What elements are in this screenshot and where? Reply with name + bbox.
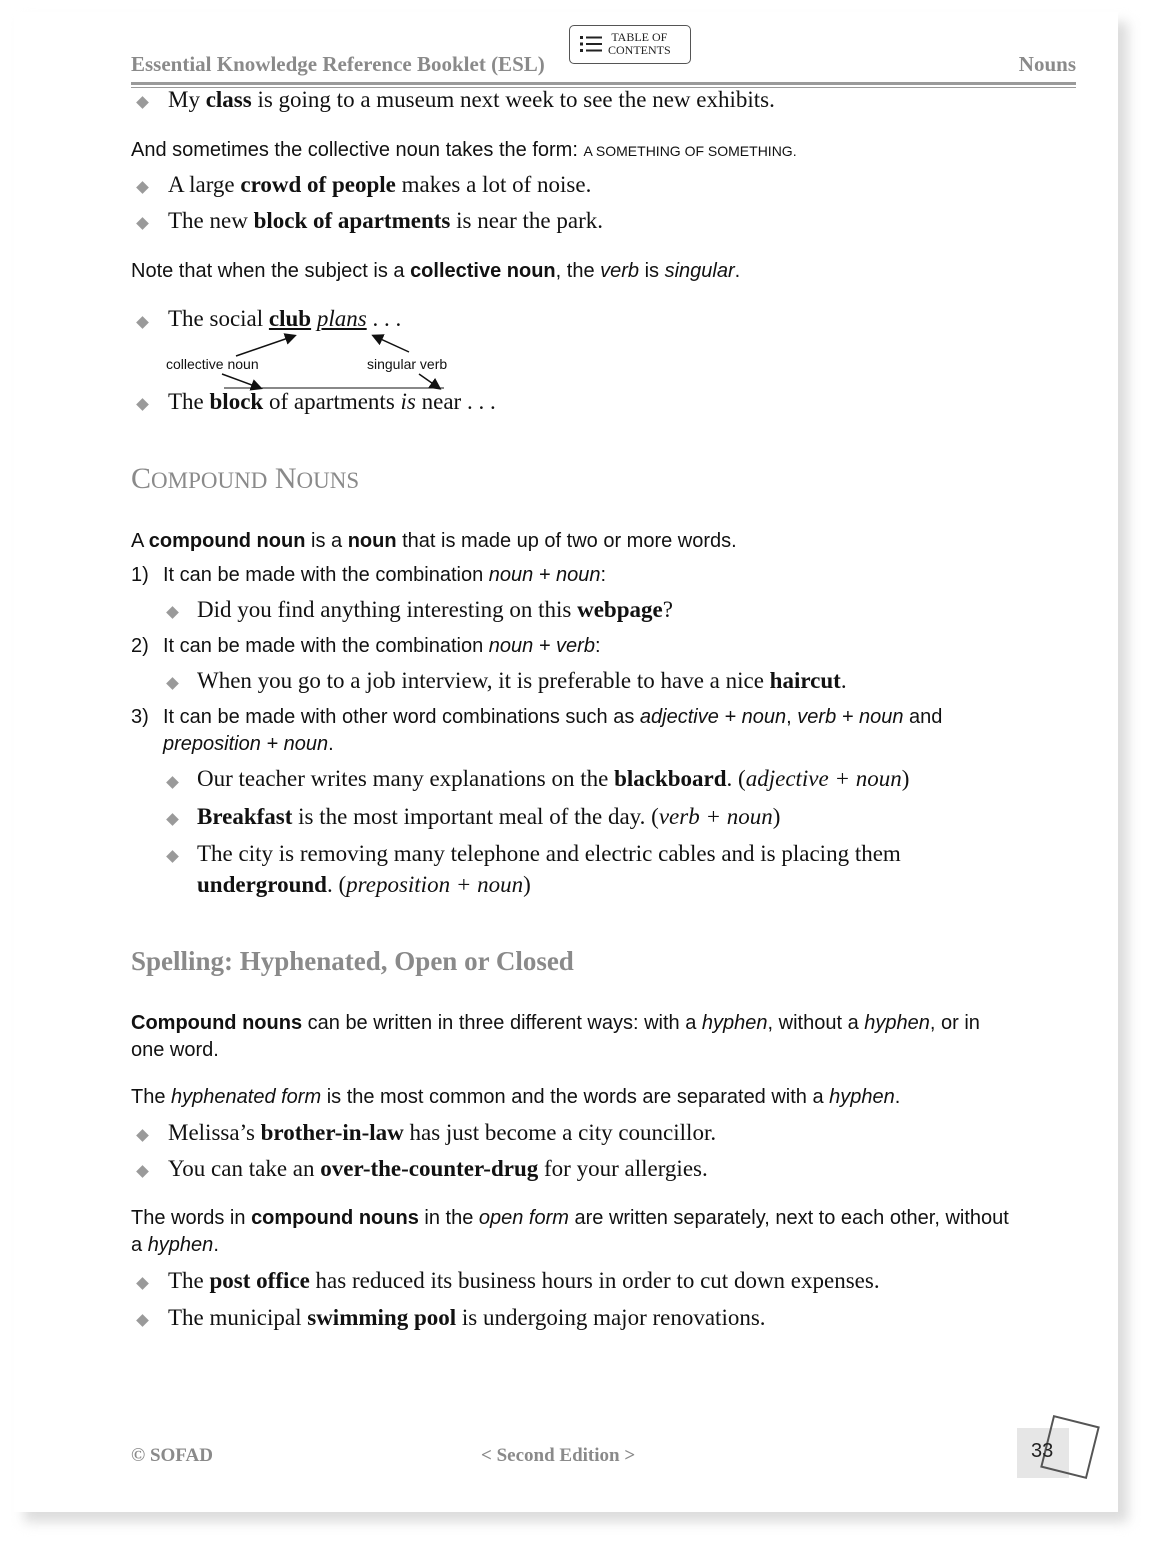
paragraph: Compound nouns can be written in three different ways: with a hyphen, without a hyphen, or in <box>131 1012 980 1034</box>
header-rule <box>131 82 1076 85</box>
example-sentence: The municipal swimming pool is undergoing major renovations. <box>168 1305 766 1330</box>
footer-copyright: © SOFAD <box>131 1445 213 1466</box>
example-sentence: Did you find anything interesting on this webpage? <box>197 597 673 622</box>
section-heading: COMPOUND NOUNS <box>131 462 360 495</box>
example-sentence: The city is removing many telephone and electric cables and is placing them <box>197 841 901 866</box>
bullet-icon <box>136 1314 149 1327</box>
paragraph: The words in compound nouns in the open form are written separately, next to each other, without <box>131 1207 1009 1229</box>
toc-label: TABLE OF CONTENTS <box>608 30 671 57</box>
paragraph-continued: one word. <box>131 1039 219 1061</box>
example-sentence: The post office has reduced its business hours in order to cut down expenses. <box>168 1268 880 1293</box>
paragraph: Note that when the subject is a collective noun, the verb is singular. <box>131 260 741 282</box>
list-item: It can be made with the combination noun + noun: <box>163 564 607 586</box>
list-number: 1) <box>131 564 149 586</box>
table-of-contents-button[interactable] <box>569 25 691 64</box>
paragraph: And sometimes the collective noun takes the form: A SOMETHING OF SOMETHING. <box>131 139 797 161</box>
bullet-icon <box>136 96 149 109</box>
list-number: 2) <box>131 635 149 657</box>
bullet-icon <box>136 217 149 230</box>
example-sentence: You can take an over-the-counter-drug for your allergies. <box>168 1156 708 1181</box>
paragraph-continued: a hyphen. <box>131 1234 219 1256</box>
list-item: It can be made with other word combinations such as adjective + noun, verb + noun and <box>163 706 943 728</box>
example-sentence: Our teacher writes many explanations on the blackboard. (adjective + noun) <box>197 766 910 791</box>
bullet-icon <box>136 1165 149 1178</box>
list-number: 3) <box>131 706 149 728</box>
list-icon <box>580 35 602 53</box>
document-page <box>14 12 1118 1512</box>
header-section: Nouns <box>1018 52 1076 76</box>
annotation-label: collective noun <box>166 356 259 372</box>
bullet-icon <box>166 813 179 826</box>
bullet-icon <box>136 398 149 411</box>
bullet-icon <box>136 316 149 329</box>
bullet-icon <box>136 1277 149 1290</box>
bullet-icon <box>136 1129 149 1142</box>
bullet-icon <box>136 181 149 194</box>
annotation-label: singular verb <box>367 356 448 372</box>
list-item: It can be made with the combination noun + verb: <box>163 635 601 657</box>
footer-edition: < Second Edition > <box>481 1445 636 1466</box>
bullet-icon <box>166 850 179 863</box>
bullet-icon <box>166 677 179 690</box>
page-number: 33 <box>1031 1440 1054 1462</box>
paragraph: A compound noun is a noun that is made up of two or more words. <box>131 530 737 552</box>
example-sentence: Breakfast is the most important meal of the day. (verb + noun) <box>197 804 781 829</box>
list-item-continued: preposition + noun. <box>163 733 334 755</box>
subsection-heading: Spelling: Hyphenated, Open or Closed <box>131 946 574 976</box>
bullet-icon <box>166 606 179 619</box>
example-sentence: My class is going to a museum next week to see the new exhibits. <box>168 87 775 112</box>
paragraph: The hyphenated form is the most common and the words are separated with a hyphen. <box>131 1086 901 1108</box>
example-sentence: The new block of apartments is near the park. <box>168 208 603 233</box>
bullet-icon <box>166 776 179 789</box>
header-title: Essential Knowledge Reference Booklet (ESL) <box>131 52 545 76</box>
example-sentence: The social club plans . . . <box>168 306 402 331</box>
example-sentence: A large crowd of people makes a lot of noise. <box>168 172 592 197</box>
example-sentence-continued: underground. (preposition + noun) <box>197 872 531 897</box>
example-sentence: The block of apartments is near . . . <box>168 389 496 414</box>
example-sentence: Melissa’s brother-in-law has just become a city councillor. <box>168 1120 717 1145</box>
example-sentence: When you go to a job interview, it is preferable to have a nice haircut. <box>197 668 847 693</box>
